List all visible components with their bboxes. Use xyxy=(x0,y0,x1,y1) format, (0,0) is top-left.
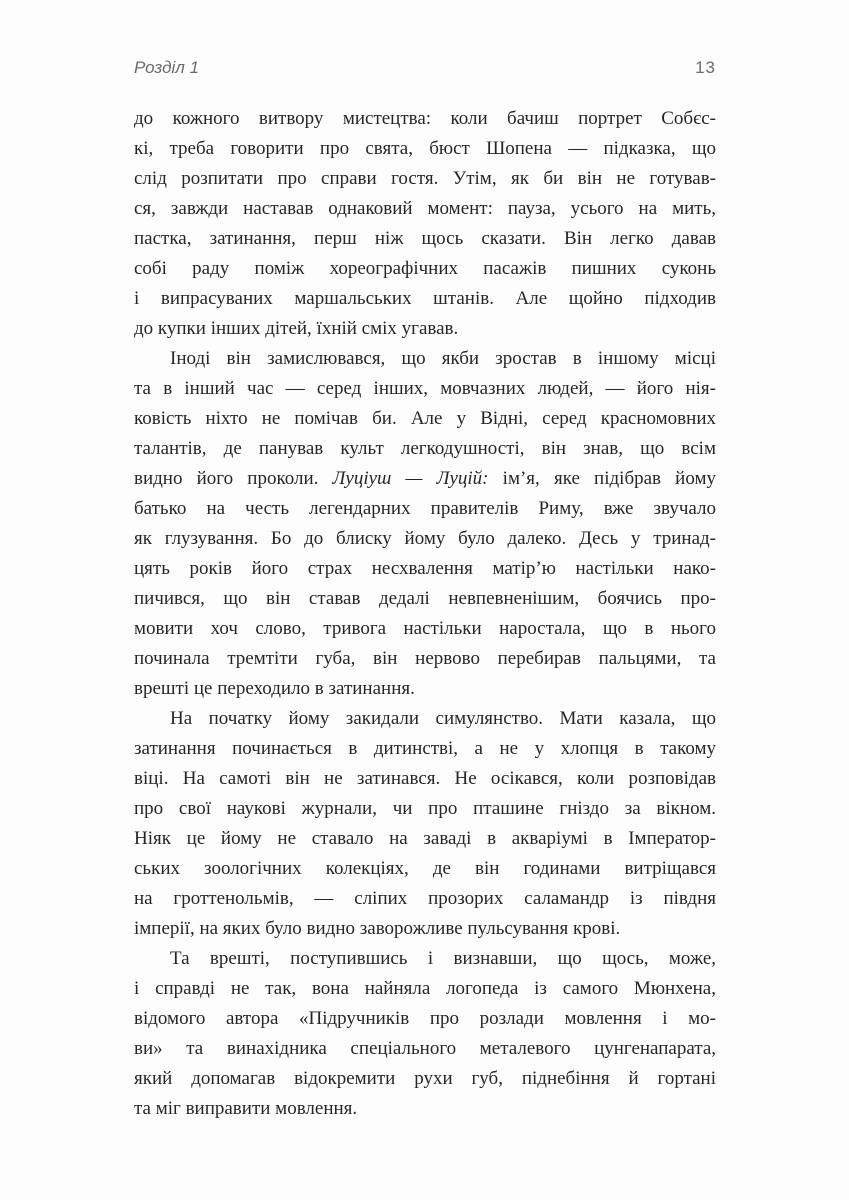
running-header xyxy=(134,58,716,78)
text-line: слід розпитати про справи гостя. Утім, як би він не готував- xyxy=(134,168,716,189)
text-line: віці. На самоті він не затинався. Не осікався, коли розповідав xyxy=(134,768,716,789)
text-line: талантів, де панував культ легкодушності, він знав, що всім xyxy=(134,438,716,459)
text-line: ви» та винахідника спеціального металевого цунгенапарата, xyxy=(134,1038,716,1059)
paragraph xyxy=(134,704,716,944)
text-line: до купки інших дітей, їхній сміх угавав. xyxy=(134,318,459,339)
text-line: мовити хоч слово, тривога настільки наростала, що в нього xyxy=(134,618,716,639)
text-line-mixed xyxy=(134,464,716,494)
text-line: починала тремтіти губа, він нервово перебирав пальцями, та xyxy=(134,648,716,669)
text-line: ся, завжди наставав однаковий момент: пауза, усього на мить, xyxy=(134,198,716,219)
text-line: ських зоологічних колекціях, де він годинами витріщався xyxy=(134,858,716,879)
text-line: батько на честь легендарних правителів Риму, вже звучало xyxy=(134,498,716,519)
text-line: до кожного витвору мистецтва: коли бачиш портрет Собєс- xyxy=(134,108,716,129)
paragraph xyxy=(134,104,716,344)
body-text xyxy=(134,104,716,1124)
text-line: ковість ніхто не помічав би. Але у Відні, серед красномовних xyxy=(134,408,716,429)
text-line: про свої наукові журнали, чи про пташине гніздо за вікном. xyxy=(134,798,716,819)
text-line: на гроттенольмів, — сліпих прозорих саламандр із півдня xyxy=(134,888,716,909)
text-line: цять років його страх несхвалення матір’ю настільки нако- xyxy=(134,558,716,579)
text-run: видно його проколи. xyxy=(134,468,333,489)
paragraph xyxy=(134,344,716,704)
text-line: Та врешті, поступившись і визнавши, що щось, може, xyxy=(170,948,716,969)
text-line: і випрасуваних маршальських штанів. Але щойно підходив xyxy=(134,288,716,309)
text-line: затинання починається в дитинстві, а не у хлопця в такому xyxy=(134,738,716,759)
text-line: На початку йому закидали симулянство. Мати казала, що xyxy=(170,708,716,729)
text-line: Ніяк це йому не ставало на заваді в акваріумі в Імператор- xyxy=(134,828,716,849)
text-line: як глузування. Бо до блиску йому було далеко. Десь у тринад- xyxy=(134,528,716,549)
text-line: пичився, що він ставав дедалі невпевненішим, боячись про- xyxy=(134,588,716,609)
text-run: ім’я, яке підібрав йому xyxy=(488,468,717,489)
text-line: кі, треба говорити про свята, бюст Шопена — підказка, що xyxy=(134,138,716,159)
text-line: Іноді він замислювався, що якби зростав в іншому місці xyxy=(170,348,716,369)
chapter-label: Розділ 1 xyxy=(134,58,200,77)
italic-text-run: Луціуш — Луцій: xyxy=(332,468,489,489)
text-line: собі раду поміж хореографічних пасажів пишних суконь xyxy=(134,258,716,279)
text-line: і справді не так, вона найняла логопеда із самого Мюнхена, xyxy=(134,978,716,999)
text-line: імперії, на яких було видно заворожливе пульсування крові. xyxy=(134,918,621,939)
text-line: пастка, затинання, перш ніж щось сказати. Він легко давав xyxy=(134,228,716,249)
text-line: врешті це переходило в затинання. xyxy=(134,678,415,699)
paragraph xyxy=(134,944,716,1124)
page-number: 13 xyxy=(695,58,716,77)
text-line: відомого автора «Підручників про розлади мовлення і мо- xyxy=(134,1008,716,1029)
text-line: та в інший час — серед інших, мовчазних людей, — його нія- xyxy=(134,378,716,399)
text-line: та міг виправити мовлення. xyxy=(134,1098,358,1119)
text-line: який допомагав відокремити рухи губ, піднебіння й гортані xyxy=(134,1068,716,1089)
